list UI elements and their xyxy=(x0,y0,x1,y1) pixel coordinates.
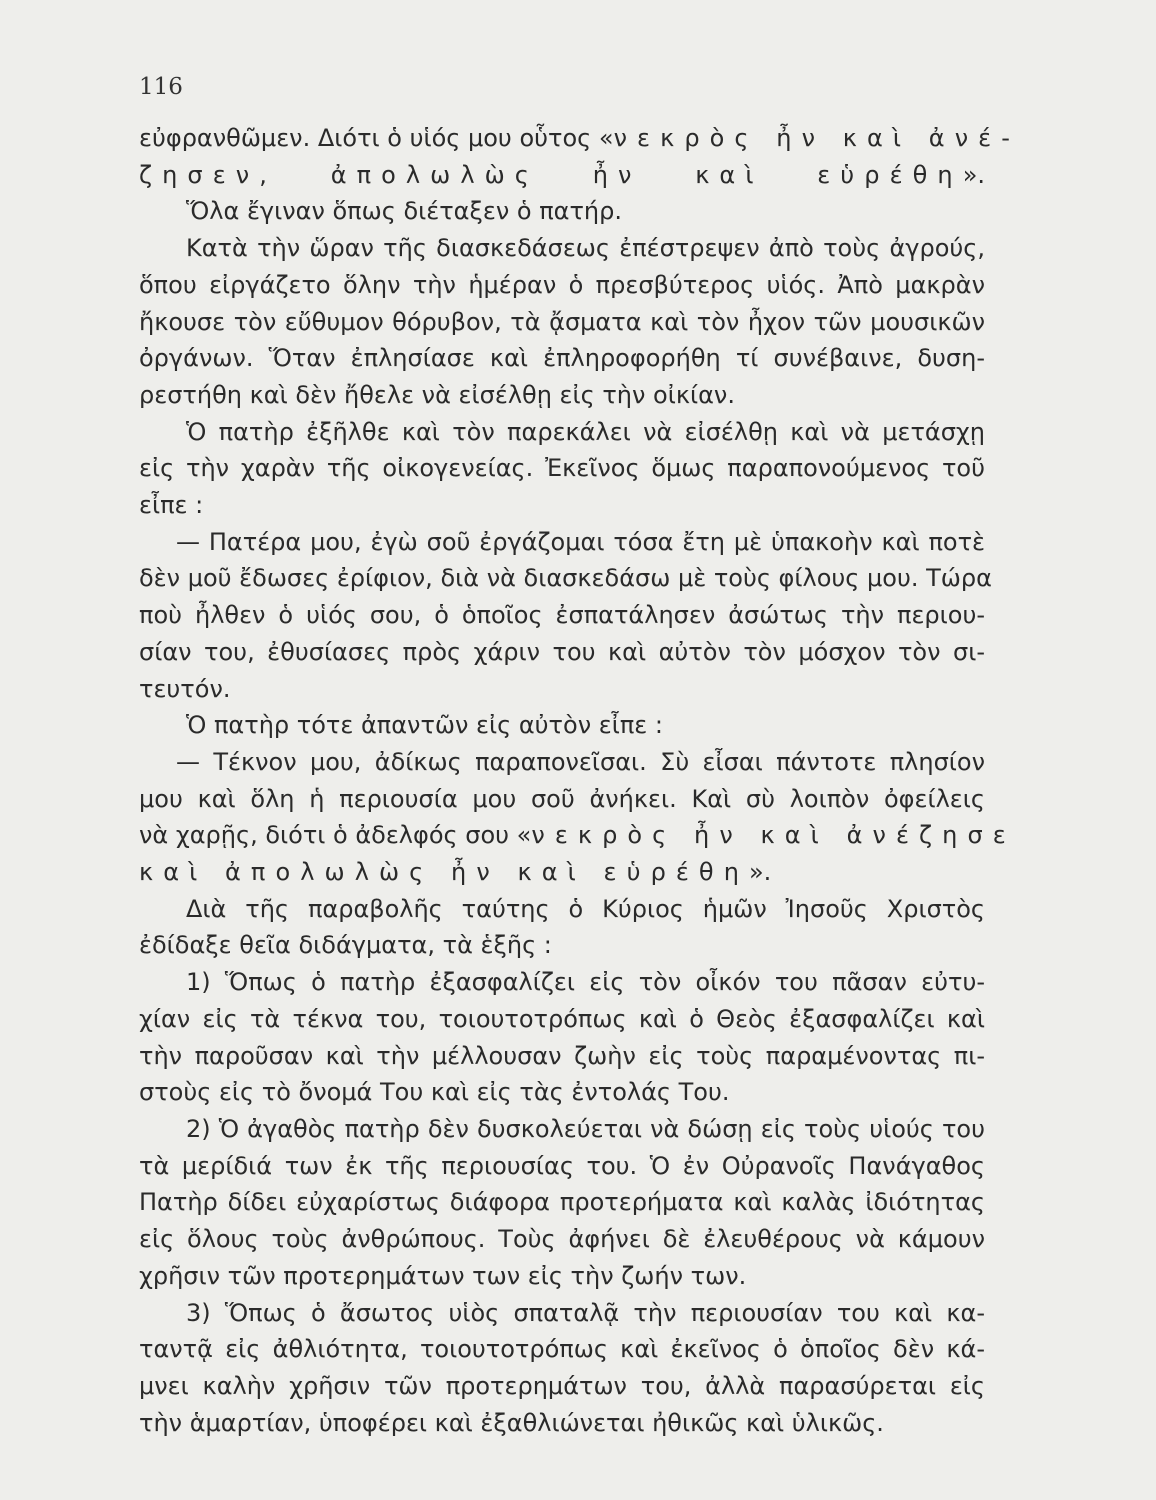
emphasis: νεκρὸς ἦν καὶ ἀνέ- xyxy=(613,124,1020,152)
text-line: εὐφρανθῶμεν. Διότι ὁ υἱός μου οὗτος «νεκρὸς ἦν καὶ ἀνέ- xyxy=(139,124,1020,152)
text-line: Πατὴρ δίδει εὐχαρίστως διάφορα προτερήματα καὶ καλὰς ἰδιότητας xyxy=(139,1188,985,1217)
text-line: σίαν του, ἐθυσίασες πρὸς χάριν του καὶ αὐτὸν τὸν μόσχον τὸν σι- xyxy=(139,637,985,666)
text-line: Διὰ τῆς παραβολῆς ταύτης ὁ Κύριος ἡμῶν Ἰησοῦς Χριστὸς xyxy=(186,894,985,923)
text-line: μου καὶ ὅλη ἡ περιουσία μου σοῦ ἀνήκει. Καὶ σὺ λοιπὸν ὀφείλεις xyxy=(139,784,985,813)
text-line: ταντᾷ εἰς ἀθλιότητα, τοιουτοτρόπως καὶ ἐκεῖνος ὁ ὁποῖος δὲν κά- xyxy=(139,1335,985,1364)
text-line: 3) Ὅπως ὁ ἄσωτος υἱὸς σπαταλᾷ τὴν περιουσίαν του καὶ κα- xyxy=(186,1298,985,1327)
text-line: τευτόν. xyxy=(139,674,231,703)
text-line: Ὁ πατὴρ τότε ἀπαντῶν εἰς αὐτὸν εἶπε : xyxy=(186,711,663,740)
text-line: Ὁ πατὴρ ἐξῆλθε καὶ τὸν παρεκάλει νὰ εἰσέλθῃ καὶ νὰ μετάσχῃ xyxy=(186,417,985,446)
text-line: ὅπου εἰργάζετο ὅλην τὴν ἡμέραν ὁ πρεσβύτερος υἱός. Ἀπὸ μακρὰν xyxy=(139,270,985,299)
emphasis: νεκρὸς ἦν καὶ ἀνέζησε xyxy=(531,821,1016,850)
emphasis: καὶ ἀπολωλὼς ἦν καὶ εὑρέθη xyxy=(139,858,749,887)
text-line: εἶπε : xyxy=(139,491,204,520)
text-line: 1) Ὅπως ὁ πατὴρ ἐξασφαλίζει εἰς τὸν οἶκόν του πᾶσαν εὐτυ- xyxy=(186,968,985,997)
text-line: ποὺ ἦλθεν ὁ υἱός σου, ὁ ὁποῖος ἐσπατάλησεν ἀσώτως τὴν περιου- xyxy=(139,601,985,630)
text-line: Κατὰ τὴν ὥραν τῆς διασκεδάσεως ἐπέστρεψεν ἀπὸ τοὺς ἀγρούς, xyxy=(186,234,985,263)
text-line: χίαν εἰς τὰ τέκνα του, τοιουτοτρόπως καὶ ὁ Θεὸς ἐξασφαλίζει καὶ xyxy=(139,1004,985,1033)
text-line: — Τέκνον μου, ἀδίκως παραπονεῖσαι. Σὺ εἶσαι πάντοτε πλησίον xyxy=(176,747,985,776)
text-line: τὴν ἁμαρτίαν, ὑποφέρει καὶ ἐξαθλιώνεται ἠθικῶς καὶ ὑλικῶς. xyxy=(139,1408,884,1437)
text-line: νὰ χαρῇς, διότι ὁ ἀδελφός σου «νεκρὸς ἦν καὶ ἀνέζησε xyxy=(139,821,1016,850)
text-line: χρῆσιν τῶν προτερημάτων των εἰς τὴν ζωήν των. xyxy=(139,1261,747,1290)
text-line: εἰς τὴν χαρὰν τῆς οἰκογενείας. Ἐκεῖνος ὅμως παραπονούμενος τοῦ xyxy=(139,454,985,483)
text-line: ρεστήθη καὶ δὲν ἤθελε νὰ εἰσέλθῃ εἰς τὴν οἰκίαν. xyxy=(139,380,735,409)
text-line: ὀργάνων. Ὅταν ἐπλησίασε καὶ ἐπληροφορήθη τί συνέβαινε, δυση- xyxy=(139,344,985,373)
text-line: δὲν μοῦ ἔδωσες ἐρίφιον, διὰ νὰ διασκεδάσω μὲ τοὺς φίλους μου. Τώρα xyxy=(139,564,992,593)
text-line: 2) Ὁ ἀγαθὸς πατὴρ δὲν δυσκολεύεται νὰ δώσῃ εἰς τοὺς υἱούς του xyxy=(186,1114,985,1143)
text-line: ζησεν, ἀπολωλὼς ἦν καὶ εὑρέθη». xyxy=(139,160,985,189)
text-line: καὶ ἀπολωλὼς ἦν καὶ εὑρέθη». xyxy=(139,858,772,887)
text-line: τὴν παροῦσαν καὶ τὴν μέλλουσαν ζωὴν εἰς τοὺς παραμένοντας πι- xyxy=(139,1041,985,1070)
text-line: — Πατέρα μου, ἐγὼ σοῦ ἐργάζομαι τόσα ἔτη μὲ ὑπακοὴν καὶ ποτὲ xyxy=(176,527,985,556)
text-line: Ὅλα ἔγιναν ὅπως διέταξεν ὁ πατήρ. xyxy=(186,197,622,226)
text-line: ἐδίδαξε θεῖα διδάγματα, τὰ ἑξῆς : xyxy=(139,931,552,960)
text-line: εἰς ὅλους τοὺς ἀνθρώπους. Τοὺς ἀφήνει δὲ ἐλευθέρους νὰ κάμουν xyxy=(139,1225,985,1254)
body-text xyxy=(139,120,1020,1441)
emphasis: ζησεν, ἀπολωλὼς ἦν καὶ εὑρέθη xyxy=(139,160,963,189)
text-line: ἤκουσε τὸν εὔθυμον θόρυβον, τὰ ᾄσματα καὶ τὸν ἦχον τῶν μουσικῶν xyxy=(139,307,985,336)
text-line: μνει καλὴν χρῆσιν τῶν προτερημάτων του, ἀλλὰ παρασύρεται εἰς xyxy=(139,1371,985,1400)
text-line: στοὺς εἰς τὸ ὄνομά Του καὶ εἰς τὰς ἐντολάς Του. xyxy=(139,1078,730,1107)
page-number: 116 xyxy=(139,74,183,100)
text-line: τὰ μερίδιά των ἐκ τῆς περιουσίας του. Ὁ ἐν Οὐρανοῖς Πανάγαθος xyxy=(139,1151,985,1180)
